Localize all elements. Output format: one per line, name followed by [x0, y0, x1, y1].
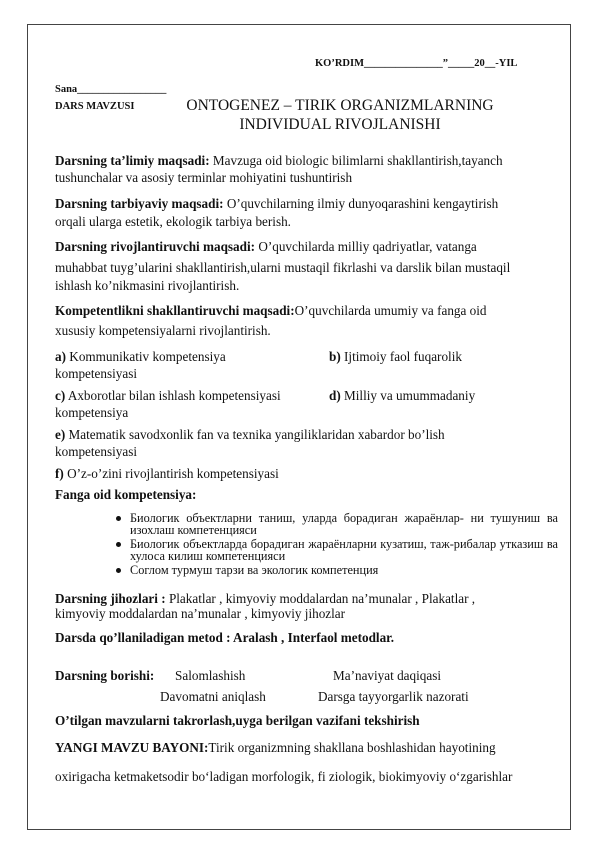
rivojlantiruvchi-label: Darsning rivojlantiruvchi maqsadi: [55, 239, 256, 254]
kompetentlik-line1: Kompetentlikni shakllantiruvchi maqsadi:O’quvchilarda umumiy va fanga oid [55, 303, 487, 318]
competency-a: a) Kommunikativ kompetensiya [55, 349, 226, 364]
yangi-label: YANGI MAVZU BAYONI: [55, 740, 209, 755]
competency-b: b) Ijtimoiy faol fuqarolik [329, 349, 462, 364]
competency-e: e) Matematik savodxonlik fan va texnika yangiliklaridan xabardor bo’lish [55, 427, 445, 442]
competency-c-cont: kompetensiya [55, 405, 129, 420]
lesson-title-line2: INDIVIDUAL RIVOJLANISHI [239, 116, 441, 133]
kordim-line: KO’RDIM_______________”_____20__-YIL [315, 58, 518, 69]
competency-c: c) Axborotlar bilan ishlash kompetensiyasi [55, 388, 281, 403]
tarbiyaviy-label: Darsning tarbiyaviy maqsadi: [55, 196, 224, 211]
competency-f: f) O’z-o’zini rivojlantirish kompetensiyasi [55, 466, 279, 481]
rivojlantiruvchi-line2: muhabbat tuyg’ularini shakllantirish,ularni mustaqil fikrlashi va darslik bilan mustaqil [55, 260, 511, 275]
yangi-line2: oxirigacha ketmaketsodir bo‘ladigan morfologik, fi ziologik, biokimyoviy o‘zgarishlar [55, 769, 513, 784]
jihozlari-line2: kimyoviy moddalardan na’munalar , kimyoviy jihozlar [55, 606, 346, 621]
borishi-step-2: Ma’naviyat daqiqasi [333, 668, 442, 683]
dars-mavzusi-label: DARS MAVZUSI [55, 101, 135, 112]
competency-e-cont: kompetensiyasi [55, 444, 138, 459]
borishi-step-4: Darsga tayyorgarlik nazorati [318, 689, 469, 704]
list-item: Биологик объектларни таниш, уларда бoрадиган жараёнлар- ни тушуниш ва изохлаш компетенцияси [130, 511, 558, 537]
talimiy-label: Darsning ta’limiy maqsadi: [55, 153, 210, 168]
list-item: Соглом турмуш тарзи ва экологик компетенция [130, 564, 558, 576]
sana-line: Sana_________________ [55, 84, 167, 95]
fanga-oid-label: Fanga oid kompetensiya: [55, 487, 197, 502]
talimiy-line1: Darsning ta’limiy maqsadi: Mavzuga oid biologic bilimlarni shakllantirish,tayanch [55, 153, 503, 168]
otilgan-line: O’tilgan mavzularni takrorlash,uyga berilgan vazifani tekshirish [55, 713, 420, 728]
tarbiyaviy-line2: orqali ularga estetik, ekologik tarbiya berish. [55, 214, 291, 229]
competency-d: d) Milliy va umummadaniy [329, 388, 476, 403]
jihozlari-label: Darsning jihozlari : [55, 591, 166, 606]
fanga-oid-list [130, 512, 558, 578]
rivojlantiruvchi-line1: Darsning rivojlantiruvchi maqsadi: O’quvchilarda milliy qadriyatlar, vatanga [55, 239, 477, 254]
borishi-step-1: Salomlashish [175, 668, 246, 683]
borishi-label: Darsning borishi: [55, 668, 155, 683]
metod-line: Darsda qo’llaniladigan metod : Aralash , Interfaol metodlar. [55, 630, 395, 645]
tarbiyaviy-line1: Darsning tarbiyaviy maqsadi: O’quvchilarning ilmiy dunyoqarashini kengaytirish [55, 196, 499, 211]
kompetentlik-line2: xususiy kompetensiyalarni rivojlantirish. [55, 323, 271, 338]
kompetentlik-label: Kompetentlikni shakllantiruvchi maqsadi: [55, 303, 295, 318]
lesson-title-line1: ONTOGENEZ – TIRIK ORGANIZMLARNING [186, 97, 494, 114]
rivojlantiruvchi-line3: ishlash ko’nikmasini rivojlantirish. [55, 278, 240, 293]
jihozlari-line1: Darsning jihozlari : Plakatlar , kimyoviy moddalardan na’munalar , Plakatlar , [55, 591, 476, 606]
yangi-line1: YANGI MAVZU BAYONI:Tirik organizmning shakllana boshlashidan hayotining [55, 740, 496, 755]
list-item: Биологик объектларда бoрадиган жараёнларни кузатиш, таж-рибалар утказиш ва хулоса килиш компетенцияси [130, 537, 558, 563]
competency-a-cont: kompetensiyasi [55, 366, 138, 381]
talimiy-line2: tushunchalar va asosiy terminlar mohiyatini tushuntirish [55, 170, 353, 185]
borishi-step-3: Davomatni aniqlash [160, 689, 266, 704]
